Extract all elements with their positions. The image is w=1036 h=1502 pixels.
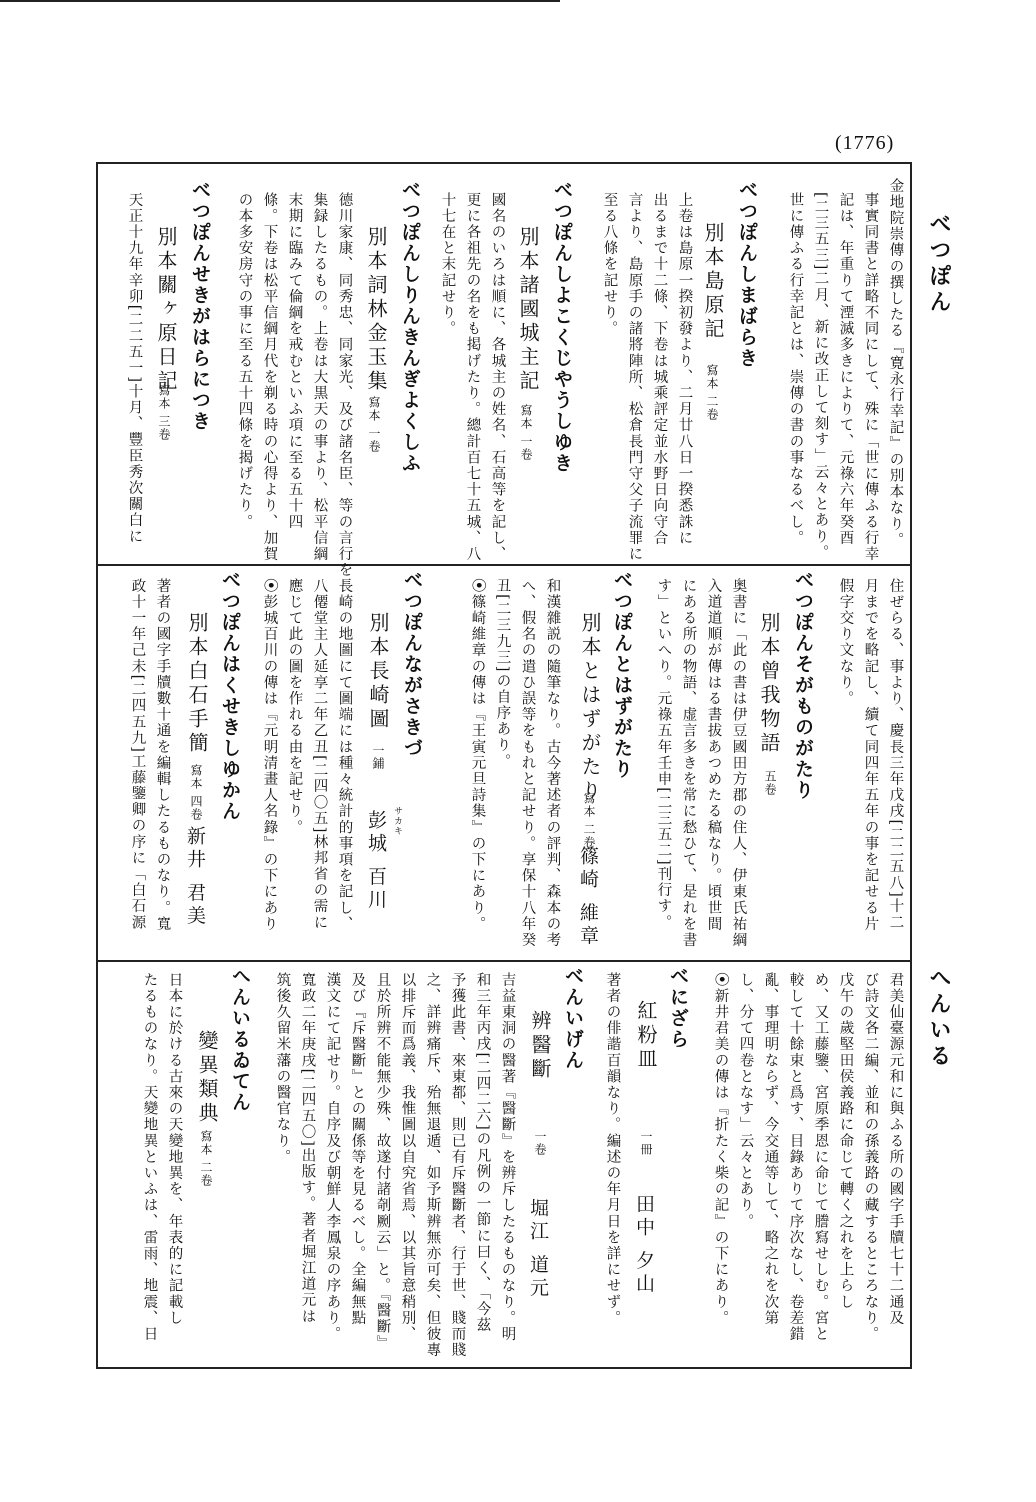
b3-cont-line: 較して十餘束と爲す、目錄ありて序次なし、卷差錯: [787, 972, 804, 1343]
entry-text-line: 和漢雜説の隨筆なり。古今著述者の評判、森本の考: [544, 578, 561, 949]
entry-text-line: 長崎の地圖にて圖端には種々統計的事項を記し、: [336, 578, 353, 933]
entry-text-line: 應じて此の圖を作れる由を記せり。: [286, 578, 303, 836]
b3-cont-line: 戊午の歲堅田侯義路に命じて轉く之れを上らし: [837, 972, 854, 1311]
entry-text-line: 天正十九年辛卯[二二五一]十月、豐臣秀次關白に: [126, 192, 143, 545]
b1-cont-line: [二三五三]二月、新に改正して刻す」云々とあり。: [812, 192, 829, 561]
entry-title: 變異類典: [195, 1030, 219, 1126]
entry-title: 別本とはずがたり: [578, 612, 602, 804]
entry-reading: べにざら: [667, 966, 689, 1050]
entry-volumes: 寫本 一卷: [519, 404, 533, 461]
entry-title: 紅粉皿: [634, 1000, 658, 1072]
entry-title: 別本諸國城主記: [516, 226, 540, 394]
entry-text-line: ⦿彭城百川の傳は『元明清畫人名錄』の下にあり: [261, 578, 278, 933]
entry-text-line: 更に各祖先の名をも掲げたり。總計百七十五城、八: [464, 192, 481, 563]
entry-volumes: 一冊: [639, 1130, 653, 1156]
entry-text-line: 奥書に「此の書は伊豆國田方郡の住人、伊東氏祐綱: [730, 578, 747, 949]
b3-cont-line: 君美仙臺源元和に與ふる所の國字手牘七十二通及: [887, 972, 904, 1327]
b2-cont-line: 假字交り文なり。: [837, 578, 854, 707]
entry-title: 別本島原記: [701, 222, 725, 342]
entry-volumes: 寫本 三卷: [157, 384, 171, 441]
entry-reading: べつぽんながさきづ: [401, 570, 423, 759]
entry-reading: べつぽんしりんきんぎよくしふ: [399, 180, 421, 474]
entry-volumes: 寫本 二卷: [199, 1130, 213, 1187]
entry-volumes: 一鋪: [371, 744, 385, 770]
b2-cont-line: 月までを略記し、續て同四年五年の事を記せる片: [862, 578, 879, 933]
entry-author: 田中 夕山: [633, 1194, 655, 1297]
entry-volumes: 寫本 二卷: [582, 792, 596, 849]
entry-volumes: 寫本 一卷: [367, 396, 381, 453]
page-number: (1776): [835, 132, 895, 154]
b1-cont-line: 世に傳ふる行幸記とは、崇傳の書の事なるべし。: [787, 192, 804, 547]
b1-cont-line: 事實同書と詳略不同にして、殊に「世に傳ふる行幸: [862, 192, 879, 563]
b3-cont-line: め、又工藤鑒、宮原季恩に命じて謄寫せしむ。宮と: [812, 972, 829, 1343]
entry-reading: べつぽんせきがはらにつき: [189, 180, 211, 432]
entry-text-line: 以排斥而爲義、我惟圖以自究省焉、以其旨意稍別、: [399, 972, 416, 1343]
b3-cont-line: 亂、事理明ならず、今交通等して、略之れを次第: [762, 972, 779, 1327]
b1-cont-line: 記は、年重りて湮滅多きによりて、元祿六年癸酉: [837, 192, 854, 547]
entry-text-line: 出るまで十二條、下卷は城乘評定並水野日向守合: [651, 192, 668, 547]
entry-volumes: 一卷: [533, 1130, 547, 1156]
entry-text-line: 八僊堂主人延享二年乙丑[二四〇五]林邦省の需に: [311, 578, 328, 931]
entry-text-line: 寬政二年庚戌[二四五〇]出版す。著者堀江道元は: [299, 972, 316, 1325]
b3-cont-line: ⦿新井君美の傳は『折たく柴の記』の下にあり。: [712, 972, 729, 1327]
b2-cont-line: 住ぜらる、事より、慶長三年戊戌[二二五八]十二: [887, 578, 904, 931]
entry-volumes: 寫本 四卷: [189, 764, 203, 821]
entry-title: 辨醫斷: [528, 1010, 552, 1082]
entry-text-line: 條。下卷は松平信綱月代を剃る時の心得より、加賀: [261, 192, 278, 563]
entry-text-line: にある所の物語、虚言多きを常に愁ひて、是れを書: [680, 578, 697, 949]
running-head-top: べつぽん: [926, 212, 952, 316]
entry-text-line: 予獲此書、來東都、則已有斥醫斷者、行于世、賤而賤: [449, 972, 466, 1359]
entry-reading: へんいるゐてん: [229, 966, 251, 1113]
entry-author: 篠崎 維章: [577, 846, 599, 949]
entry-reading: べんいげん: [562, 966, 584, 1071]
entry-text-line: 之、詳辨痛斥、殆無退遁、如予斯辨無亦可矣、但彼專: [424, 972, 441, 1359]
entry-text-line: 著者の國字手牘數十通を編輯したるものなり。寬: [154, 578, 171, 933]
entry-title: 別本長崎圖: [366, 612, 390, 732]
entry-text-line: 上卷は島原一揆初發より、二月廿八日一揆悉誅に: [676, 192, 693, 547]
band-divider-2: [96, 960, 912, 962]
entry-text-line: 丑[二三九三]の自序あり。: [494, 578, 511, 770]
b3-cont-line: し、分て四卷となす」云々とあり。: [737, 972, 754, 1230]
entry-reading: べつぽんしよこくじやうしゆき: [551, 180, 573, 474]
entry-title: 別本白石手簡: [185, 612, 209, 756]
entry-text-line: 及び『斥醫斷』との關係等を見るべし。全編無點: [349, 972, 366, 1327]
entry-text-line: 入道道順が傳はる書拔あつめたる稿なり。頃世間: [705, 578, 722, 933]
entry-text-line: 言より、島原手の諸將陣所、松倉長門守父子流罪に: [626, 192, 643, 563]
band-divider-1: [96, 564, 912, 566]
entry-text-line: 且於所辨不能無少殊、故遂付諸剞劂云」と。『醫斷』: [374, 972, 391, 1352]
top-rule: [0, 0, 560, 2]
entry-text-line: 國名のいろは順に、各城主の姓名、石高等を記し、: [489, 192, 506, 563]
entry-text-line: の本多安房守の事に至る五十四條を揭げたり。: [236, 192, 253, 531]
author-ruby: サカキ: [392, 806, 402, 836]
b3-cont-line: び詩文各二編、並和の孫義路の藏するところなり。: [862, 972, 879, 1343]
entry-text-line: 末期に臨みて倫綱を戒むといふ項に至る五十四: [286, 192, 303, 531]
entry-text-line: 漢文にて記せり。自序及び朝鮮人李鳳泉の序あり。: [324, 972, 341, 1343]
entry-text-line: 至る八條を記せり。: [601, 192, 618, 337]
entry-text-line: 德川家康、同秀忠、同家光、及び諸名臣、等の言行を: [336, 192, 353, 579]
entry-title: 別本曾我物語: [757, 612, 781, 756]
entry-text-line: 政十一年己未[二四五九]工藤鑒卿の序に「白石源: [129, 578, 146, 931]
entry-text-line: たるものなり。天變地異といふは、雷雨、地震、日: [141, 972, 158, 1343]
entry-reading: べつぽんはくせきしゆかん: [219, 570, 241, 822]
entry-author: 堀江 道元: [527, 1198, 549, 1301]
entry-reading: べつぽんとはずがたり: [611, 570, 633, 780]
entry-text-line: す」といへり。元祿五年壬申[二三五二]刊行す。: [655, 578, 672, 931]
entry-text-line: 吉益東洞の醫著『醫斷』を辨斥したるものなり。明: [499, 972, 516, 1343]
entry-title: 別本詞林金玉集: [364, 226, 388, 394]
entry-reading: べつぽんそがものがたり: [792, 570, 814, 801]
entry-text-line: 日本に於ける古來の天變地異を、年表的に記載し: [166, 972, 183, 1327]
entry-text-line: 十七在と末記せり。: [439, 192, 456, 337]
entry-author: 彭城 百川: [365, 810, 387, 913]
entry-text-line: 和三年丙戌[二四二六]の凡例の一節に曰く、「今茲: [474, 972, 491, 1334]
entry-text-line: へ、假名の遣ひ誤等をもれと記せり。享保十八年癸: [519, 578, 536, 949]
entry-reading: べつぽんしまばらき: [736, 180, 758, 369]
entry-text-line: ⦿篠崎維章の傳は『王寅元旦詩集』の下にあり。: [469, 578, 486, 933]
entry-text-line: 著者の俳諧百韻なり。編述の年月日を詳にせず。: [604, 972, 621, 1327]
b1-cont-line: 金地院崇傳の撰したる『寛永行幸記』の別本なり。: [887, 178, 904, 549]
running-head-bottom: へんいる: [926, 966, 952, 1070]
entry-text-line: 集録したるもの。上卷は大黒天の事より、松平信綱: [311, 192, 328, 563]
entry-volumes: 寫本 二卷: [705, 364, 719, 421]
entry-title: 別本關ヶ原日記: [154, 226, 178, 394]
entry-author: 新井 君美: [184, 826, 206, 929]
entry-text-line: 筑後久留米藩の醫官なり。: [274, 972, 291, 1166]
entry-volumes: 五卷: [763, 770, 777, 796]
